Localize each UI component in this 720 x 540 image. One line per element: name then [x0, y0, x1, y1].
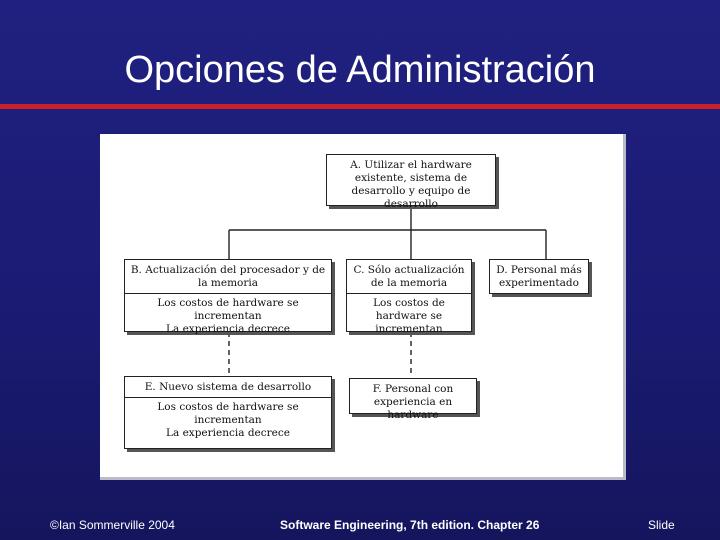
node-b-detail: Los costos de hardware se incrementan — [157, 297, 299, 322]
node-e — [124, 376, 332, 449]
node-c-detail: Los costos de hardware se incrementan — [373, 297, 445, 335]
diagram-figure — [100, 134, 626, 480]
node-d-label: D. Personal más experimentado — [496, 264, 582, 289]
footer-course: Software Engineering, 7th edition. Chapter 26 — [280, 518, 540, 532]
node-a-label: A. Utilizar el hardware existente, sistema de desarrollo y equipo de desarrollo — [350, 159, 472, 210]
node-e-label: E. Nuevo sistema de desarrollo — [144, 381, 312, 393]
node-a — [326, 154, 496, 210]
node-f-label: F. Personal con experiencia en hardware — [372, 383, 454, 421]
node-f — [349, 378, 477, 421]
node-d — [489, 259, 589, 294]
node-b-label: B. Actualización del procesador y de la memoria — [130, 264, 326, 289]
node-c — [346, 259, 472, 335]
slide-title: Opciones de Administración — [124, 49, 596, 91]
node-c-label: C. Sólo actualización de la memoria — [353, 264, 465, 289]
node-b-detail: La experiencia decrece — [166, 323, 290, 335]
footer-copyright: ©Ian Sommerville 2004 — [50, 518, 175, 532]
node-e-detail: La experiencia decrece — [166, 427, 290, 439]
node-b — [124, 259, 332, 335]
footer-slide: Slide — [648, 518, 675, 532]
title-rule — [0, 104, 720, 109]
node-e-detail: Los costos de hardware se incrementan — [157, 401, 299, 426]
